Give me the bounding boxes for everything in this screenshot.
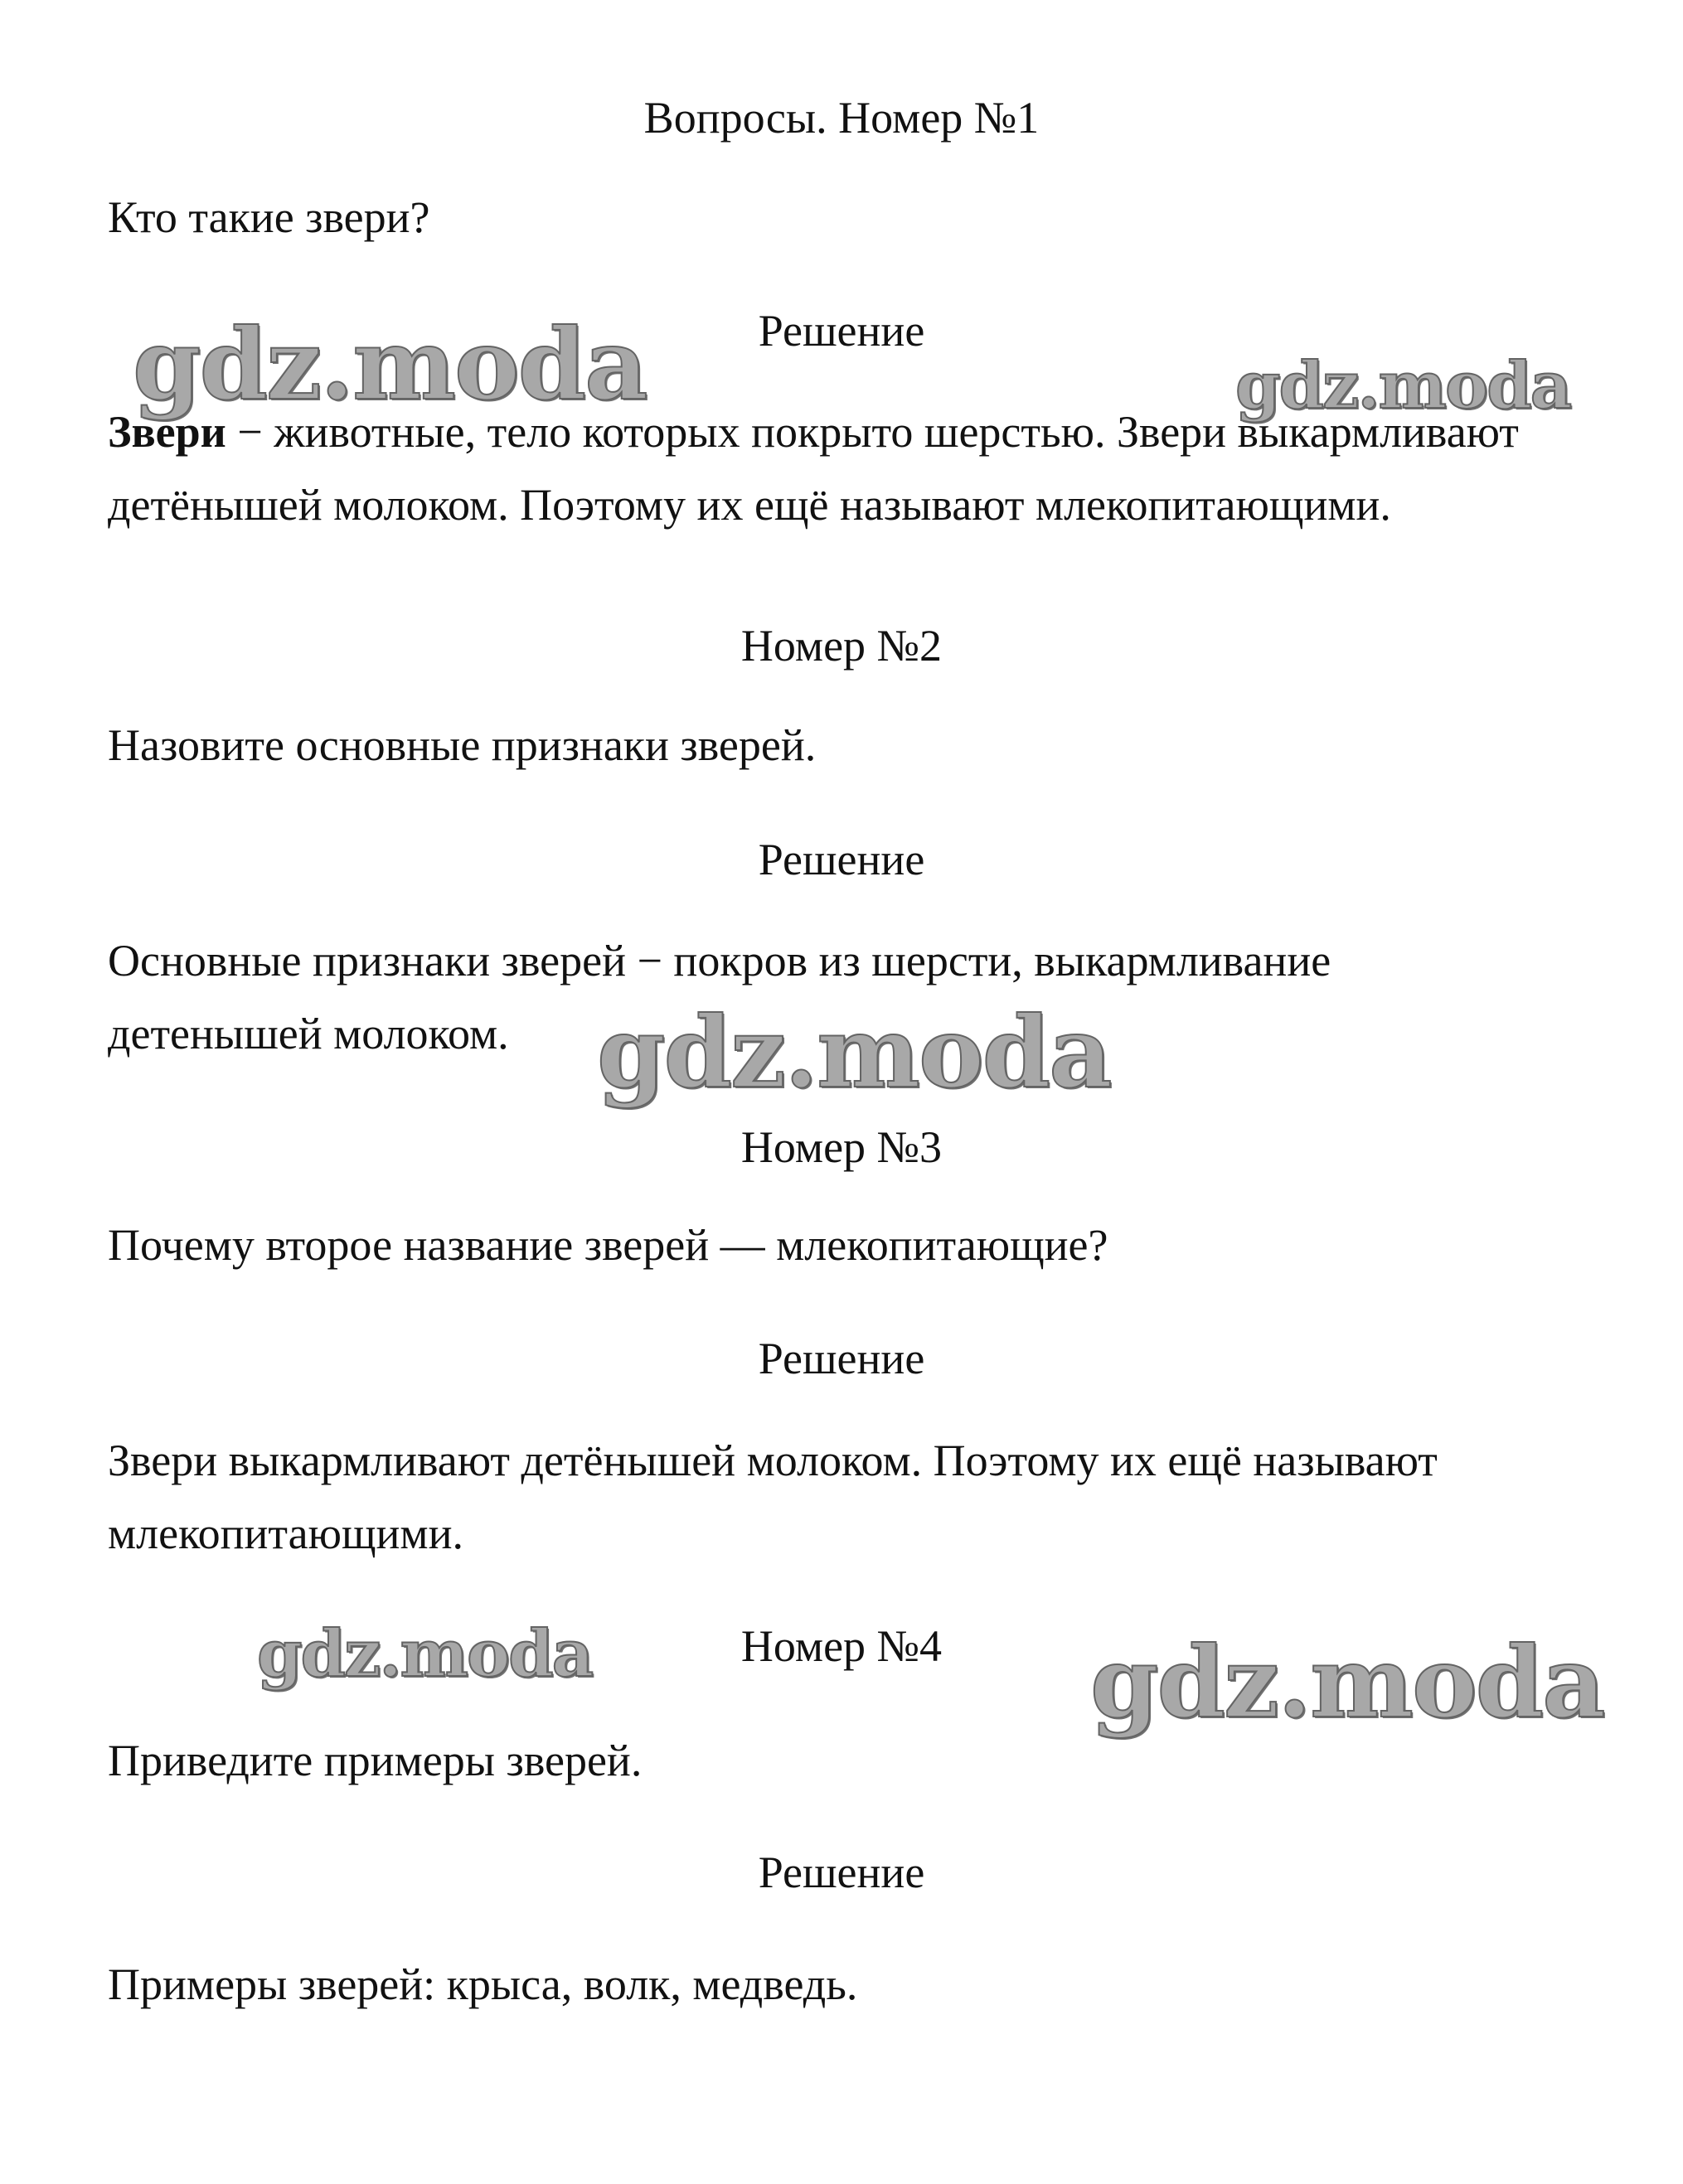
section-2-answer: Основные признаки зверей − покров из шерсти, выкармливание детенышей молоком. <box>108 936 1331 1058</box>
watermark-logo: gdz.moda <box>257 1616 593 1692</box>
section-3-question: Почему второе название зверей — млекопитающие? <box>108 1220 1108 1270</box>
section-3-solution-label: Решение <box>758 1334 925 1383</box>
section-3-answer: Звери выкармливают детёнышей молоком. Поэтому их ещё называют млекопитающими. <box>108 1436 1438 1558</box>
section-1-heading: Вопросы. Номер №1 <box>643 93 1040 143</box>
section-4-heading: Номер №4 <box>740 1621 943 1671</box>
section-3-heading: Номер №3 <box>740 1122 943 1172</box>
section-1-answer-term: Звери <box>108 407 226 457</box>
section-1-question: Кто такие звери? <box>108 192 430 242</box>
section-4-solution-label: Решение <box>758 1847 925 1897</box>
section-2-question: Назовите основные признаки зверей. <box>108 720 817 770</box>
section-2-solution-label: Решение <box>758 835 925 884</box>
watermark-logo: gdz.moda <box>597 995 1111 1110</box>
section-4-answer: Примеры зверей: крыса, волк, медведь. <box>108 1959 858 2009</box>
watermark-logo: gdz.moda <box>1090 1625 1604 1740</box>
section-1-answer-text: − животные, тело которых покрыто шерстью. Звери выкармливают детёнышей молоком. Поэтому их ещё называют млекопитающими. <box>108 407 1519 530</box>
watermark-logo: gdz.moda <box>1235 348 1571 424</box>
section-1-solution-label: Решение <box>758 306 925 356</box>
section-4-question: Приведите примеры зверей. <box>108 1736 643 1785</box>
section-2-heading: Номер №2 <box>740 621 943 671</box>
watermark-logo: gdz.moda <box>133 307 647 422</box>
